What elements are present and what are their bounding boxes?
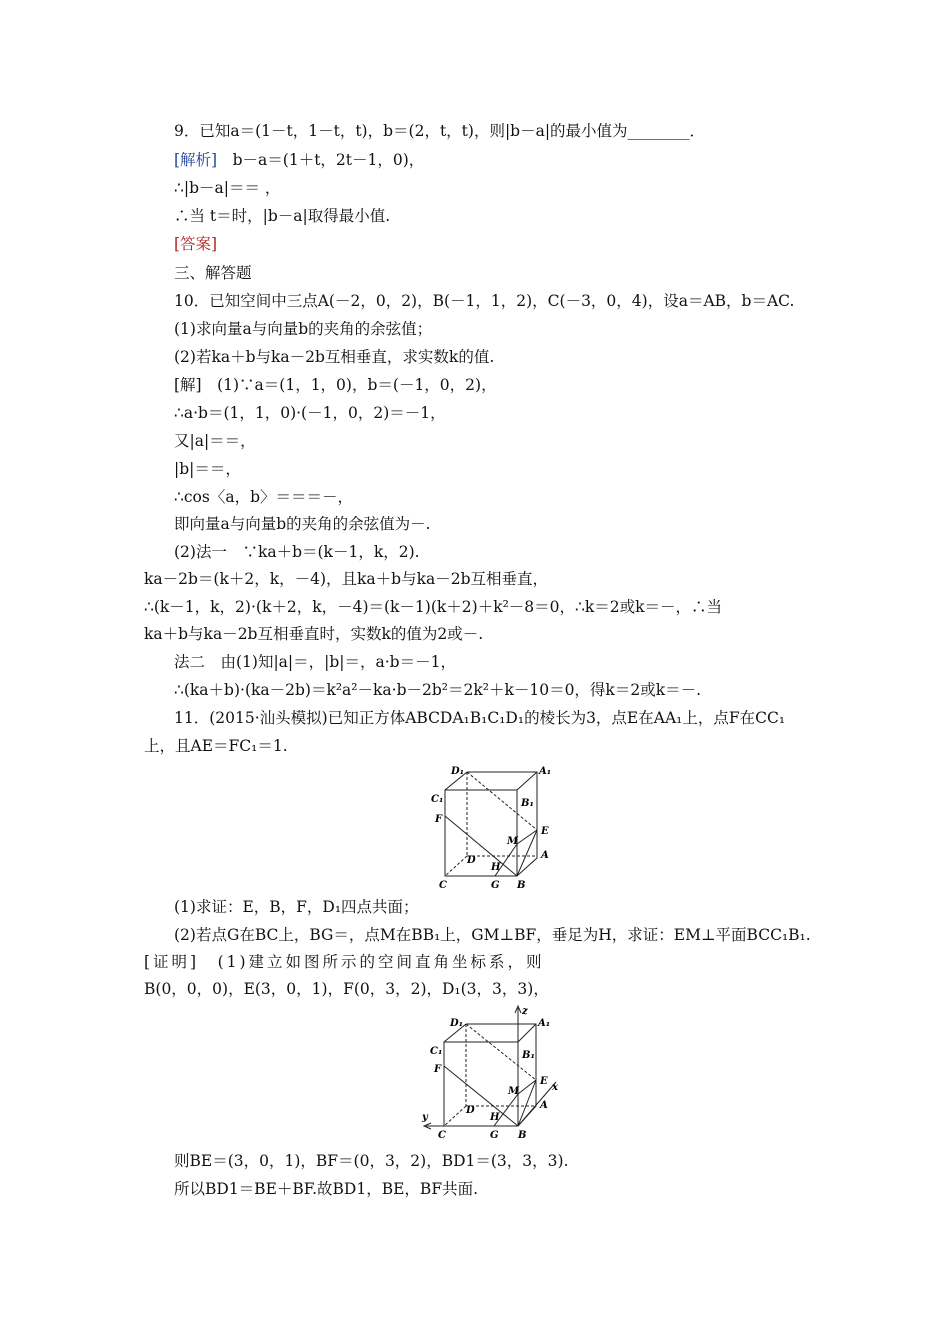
analysis-text: b－a＝(1＋t，2t－1，0)，: [232, 151, 425, 169]
text-line: 上，且AE＝FC₁＝1.: [144, 737, 288, 755]
cube-edge: [445, 772, 537, 876]
label-A: A: [541, 850, 549, 861]
text-line: ∴(ka＋b)·(ka－2b)＝k²a²－ka·b－2b²＝2k²＋k－10＝0，得k＝2或k＝－.: [174, 681, 702, 699]
text-line: |b|＝＝，: [174, 460, 241, 478]
text-line: 法二 由(1)知|a|＝，|b|＝，a·b＝－1，: [174, 653, 456, 671]
label-A1: A₁: [539, 766, 552, 777]
label-G: G: [491, 880, 500, 891]
cube-edge: [517, 772, 537, 790]
text-line: 则BE＝(3，0，1)，BF＝(0，3，2)，BD1＝(3，3，3).: [174, 1152, 569, 1170]
text-line: ∴cos〈a，b〉＝＝＝－，: [174, 488, 353, 506]
label-E: E: [541, 826, 549, 837]
text-line: ka－2b＝(k＋2，k，－4)，且ka＋b与ka－2b互相垂直，: [144, 570, 548, 588]
cube-axes-figure: [418, 1002, 568, 1142]
label-G: G: [490, 1130, 499, 1141]
text-line: [解] (1)∵a＝(1，1，0)，b＝(－1，0，2)，: [174, 376, 497, 394]
text-line: (2)若ka＋b与ka－2b互相垂直，求实数k的值.: [174, 348, 495, 366]
label-D: D: [467, 855, 476, 866]
text-line: 又|a|＝＝，: [174, 432, 256, 450]
label-D: D: [466, 1105, 475, 1116]
x-axis: [518, 1082, 556, 1126]
label-H: H: [490, 1112, 500, 1123]
label-C1: C₁: [431, 794, 444, 805]
label-C: C: [439, 880, 447, 891]
text-line: (2)若点G在BC上，BG＝，点M在BB₁上，GM⊥BF，垂足为H，求证：EM⊥平面BCC₁B₁.: [174, 926, 811, 944]
label-F: F: [435, 814, 443, 825]
label-B: B: [517, 880, 526, 891]
label-x: x: [552, 1082, 558, 1093]
text-line: B(0，0，0)，E(3，0，1)，F(0，3，2)，D₁(3，3，3)，: [144, 980, 549, 998]
problem-11: 11．(2015·汕头模拟)已知正方体ABCDA₁B₁C₁D₁的棱长为3，点E在AA₁上，点F在CC₁: [174, 709, 786, 727]
problem-10: 10．已知空间中三点A(－2，0，2)，B(－1，1，2)，C(－3，0，4)，设a＝AB，b＝AC.: [174, 292, 795, 310]
text-line: ∴当 t＝时，|b－a|取得最小值.: [174, 207, 391, 225]
cube-edge: [444, 1024, 536, 1126]
analysis-tag: [解析]: [174, 151, 218, 169]
label-B1: B₁: [521, 798, 534, 809]
label-D1: D₁: [451, 766, 465, 777]
label-C1: C₁: [430, 1046, 443, 1057]
text-line: 所以BD1＝BE＋BF.故BD1，BE，BF共面.: [174, 1180, 478, 1198]
text-line: (2)法一 ∵ka＋b＝(k－1，k，2).: [174, 543, 420, 561]
hidden-edge: [444, 1106, 466, 1126]
label-B: B: [518, 1130, 527, 1141]
text-line: ∴(k－1，k，2)·(k＋2，k，－4)＝(k－1)(k＋2)＋k²－8＝0，∴k＝2或k＝－，∴当: [144, 598, 723, 616]
analysis-line: [174, 150, 424, 170]
label-E: E: [540, 1076, 548, 1087]
cube-edge: [518, 1024, 536, 1042]
cube-figure: [425, 760, 565, 892]
label-A1: A₁: [538, 1018, 551, 1029]
hidden-edge: [445, 856, 467, 876]
label-A: A: [540, 1100, 548, 1111]
label-z: z: [522, 1006, 528, 1017]
text-line: (1)求向量a与向量b的夹角的余弦值；: [174, 320, 433, 338]
label-B1: B₁: [522, 1050, 535, 1061]
label-M: M: [507, 836, 519, 847]
section-heading: 三、解答题: [174, 264, 252, 282]
text-line: ∴|b－a|＝＝ ，: [174, 179, 281, 197]
text-line: ∴a·b＝(1，1，0)·(－1，0，2)＝－1，: [174, 404, 446, 422]
label-F: F: [434, 1064, 442, 1075]
segment-FB: [444, 1066, 518, 1126]
label-C: C: [438, 1130, 446, 1141]
label-M: M: [508, 1086, 520, 1097]
label-y: y: [422, 1112, 428, 1123]
label-D1: D₁: [450, 1018, 464, 1029]
proof-line: [证明] (1)建立如图所示的空间直角坐标系，则: [144, 953, 545, 971]
answer-tag: [答案]: [174, 235, 218, 253]
text-line: ka＋b与ka－2b互相垂直时，实数k的值为2或－.: [144, 625, 484, 643]
problem-9: 9．已知a＝(1－t，1－t，t)，b＝(2，t，t)，则|b－a|的最小值为________．: [174, 122, 706, 140]
label-H: H: [491, 862, 501, 873]
text-line: (1)求证：E，B，F，D₁四点共面；: [174, 898, 419, 916]
text-line: 即向量a与向量b的夹角的余弦值为－.: [174, 515, 431, 533]
